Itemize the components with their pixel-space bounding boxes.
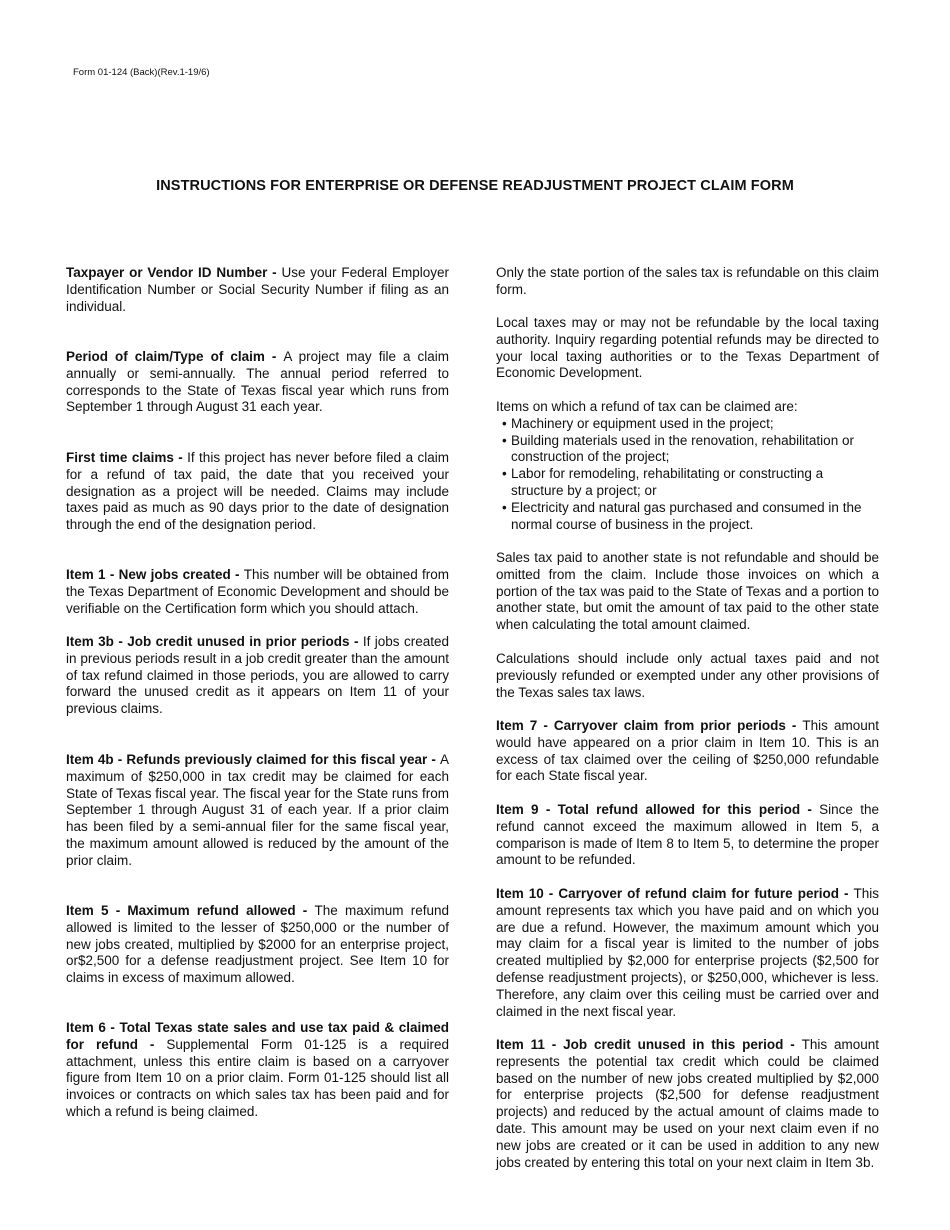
section-other-state <box>496 550 879 634</box>
section-calculations <box>496 651 879 701</box>
section-item-5 <box>66 903 449 987</box>
section-body: A maximum of $250,000 in tax credit may be claimed for each State of Texas fiscal year. The fiscal year for the State runs from September 1 through August 31 of each year. If a prior claim has been filed by a semi-annual filer for the same fiscal year, the maximum amount allowed is reduced by the amount of the prior claim. <box>66 752 449 868</box>
section-period-of-claim <box>66 349 449 416</box>
section-heading: Item 4b - Refunds previously claimed for this fiscal year - <box>66 752 440 767</box>
page-title: INSTRUCTIONS FOR ENTERPRISE OR DEFENSE READJUSTMENT PROJECT CLAIM FORM <box>156 178 794 194</box>
list-item: • Building materials used in the renovation, rehabilitation or construction of the project; <box>496 433 879 467</box>
section-body: A project may file a claim annually or semi-annually. The annual period referred to corresponds to the State of Texas fiscal year which runs from September 1 through August 31 each year. <box>66 349 449 415</box>
section-heading: Item 9 - Total refund allowed for this period - <box>496 802 820 817</box>
section-heading: Item 10 - Carryover of refund claim for future period - <box>496 886 854 901</box>
items-intro: Items on which a refund of tax can be claimed are: <box>496 399 798 414</box>
list-item: • Electricity and natural gas purchased and consumed in the normal course of business in the project. <box>496 500 879 534</box>
section-heading: Item 7 - Carryover claim from prior periods - <box>496 718 803 733</box>
paragraph: Calculations should include only actual taxes paid and not previously refunded or exempted under any other provisions of the Texas sales tax laws. <box>496 651 879 700</box>
section-body: Use your Federal Employer Identification Number or Social Security Number if filing as an individual. <box>66 265 449 314</box>
paragraph: Local taxes may or may not be refundable by the local taxing authority. Inquiry regarding potential refunds may be directed to your local taxing authorities or to the Texas Department of Economic Development. <box>496 315 879 381</box>
section-refundable-items <box>496 399 879 533</box>
section-item-11 <box>496 1037 879 1171</box>
section-heading: Period of claim/Type of claim - <box>66 349 284 364</box>
section-body: This number will be obtained from the Texas Department of Economic Development and should be verifiable on the Certification form which you should attach. <box>66 567 450 616</box>
section-body: This amount represents tax which you have paid and on which you are due a refund. However, the maximum amount which you may claim for a fiscal year is limited to the number of jobs created multiplied by $2,000 for enterprise projects ($2,500 for defense readjustment projects), or $250,000, whichever is less. Therefore, any claim over this ceiling must be carried over and claimed in the next fiscal year. <box>496 886 879 1019</box>
section-item-10 <box>496 886 879 1020</box>
section-item-4b <box>66 752 449 870</box>
section-item-9 <box>496 802 879 869</box>
section-heading: Item 3b - Job credit unused in prior periods - <box>66 634 363 649</box>
section-heading: Item 1 - New jobs created - <box>66 567 244 582</box>
section-body: This amount represents the potential tax credit which could be claimed based on the number of new jobs created multiplied by $2,000 for enterprise projects ($2,500 for defense readjustment projects) and reduced by the actual amount of claims made to date. This amount may be used on your next claim even if no new jobs are created or it can be used in addition to any new jobs created by entering this total on your next claim in Item 3b. <box>496 1037 879 1170</box>
paragraph: Sales tax paid to another state is not refundable and should be omitted from the claim. Include those invoices on which a portion of the tax was paid to the State of Texas and a portion to another state, but omit the amount of tax paid to the other state when calculating the total amount claimed. <box>496 550 879 633</box>
section-body: The maximum refund allowed is limited to the lesser of $250,000 or the number of new jobs created, multiplied by $2000 for an enterprise project, or$2,500 for a defense readjustment project. See Item 10 for claims in excess of maximum allowed. <box>66 903 449 986</box>
section-body: Supplemental Form 01-125 is a required attachment, unless this entire claim is based on a carryover figure from Item 10 on a prior claim. Form 01-125 should list all invoices or contracts on which sales tax has been paid and for which a refund is being claimed. <box>66 1036 449 1119</box>
section-body: If this project has never before filed a claim for a refund of tax paid, the date that you received your designation as a project will be needed. Claims may include taxes paid as much as 90 days prior to the date of designation through the end of the designation period. <box>66 450 449 533</box>
section-body: Since the refund cannot exceed the maximum allowed in Item 5, a comparison is made of Item 8 to Item 5, to determine the proper amount to be refunded. <box>496 802 879 868</box>
section-taxpayer-id <box>66 265 449 315</box>
section-heading: Item 5 - Maximum refund allowed - <box>66 903 315 918</box>
section-item-3b <box>66 634 449 718</box>
refundable-items-list <box>496 416 879 534</box>
section-item-6 <box>66 1020 449 1121</box>
section-body: If jobs created in previous periods result in a job credit greater than the amount of tax refund claimed in those periods, you are allowed to carry forward the unused credit as it appears on Item 11 of your previous claims. <box>66 634 449 717</box>
section-first-time-claims <box>66 450 449 534</box>
section-item-1 <box>66 567 449 617</box>
paragraph: Only the state portion of the sales tax is refundable on this claim form. <box>496 265 879 297</box>
form-number: Form 01-124 (Back)(Rev.1-19/6) <box>73 67 210 78</box>
list-item: • Machinery or equipment used in the project; <box>496 416 879 433</box>
section-heading: Taxpayer or Vendor ID Number - <box>66 265 282 280</box>
section-heading: Item 6 - Total Texas state sales and use tax paid & claimed for refund - <box>66 1020 449 1052</box>
section-local-taxes <box>496 315 879 382</box>
section-heading: Item 11 - Job credit unused in this period - <box>496 1037 802 1052</box>
section-body: This amount would have appeared on a prior claim in Item 10. This is an excess of tax claimed over the ceiling of $250,000 refundable for each State fiscal year. <box>496 718 879 784</box>
section-heading: First time claims - <box>66 450 188 465</box>
list-item: • Labor for remodeling, rehabilitating or constructing a structure by a project; or <box>496 466 879 500</box>
section-state-portion <box>496 265 879 299</box>
section-item-7 <box>496 718 879 785</box>
